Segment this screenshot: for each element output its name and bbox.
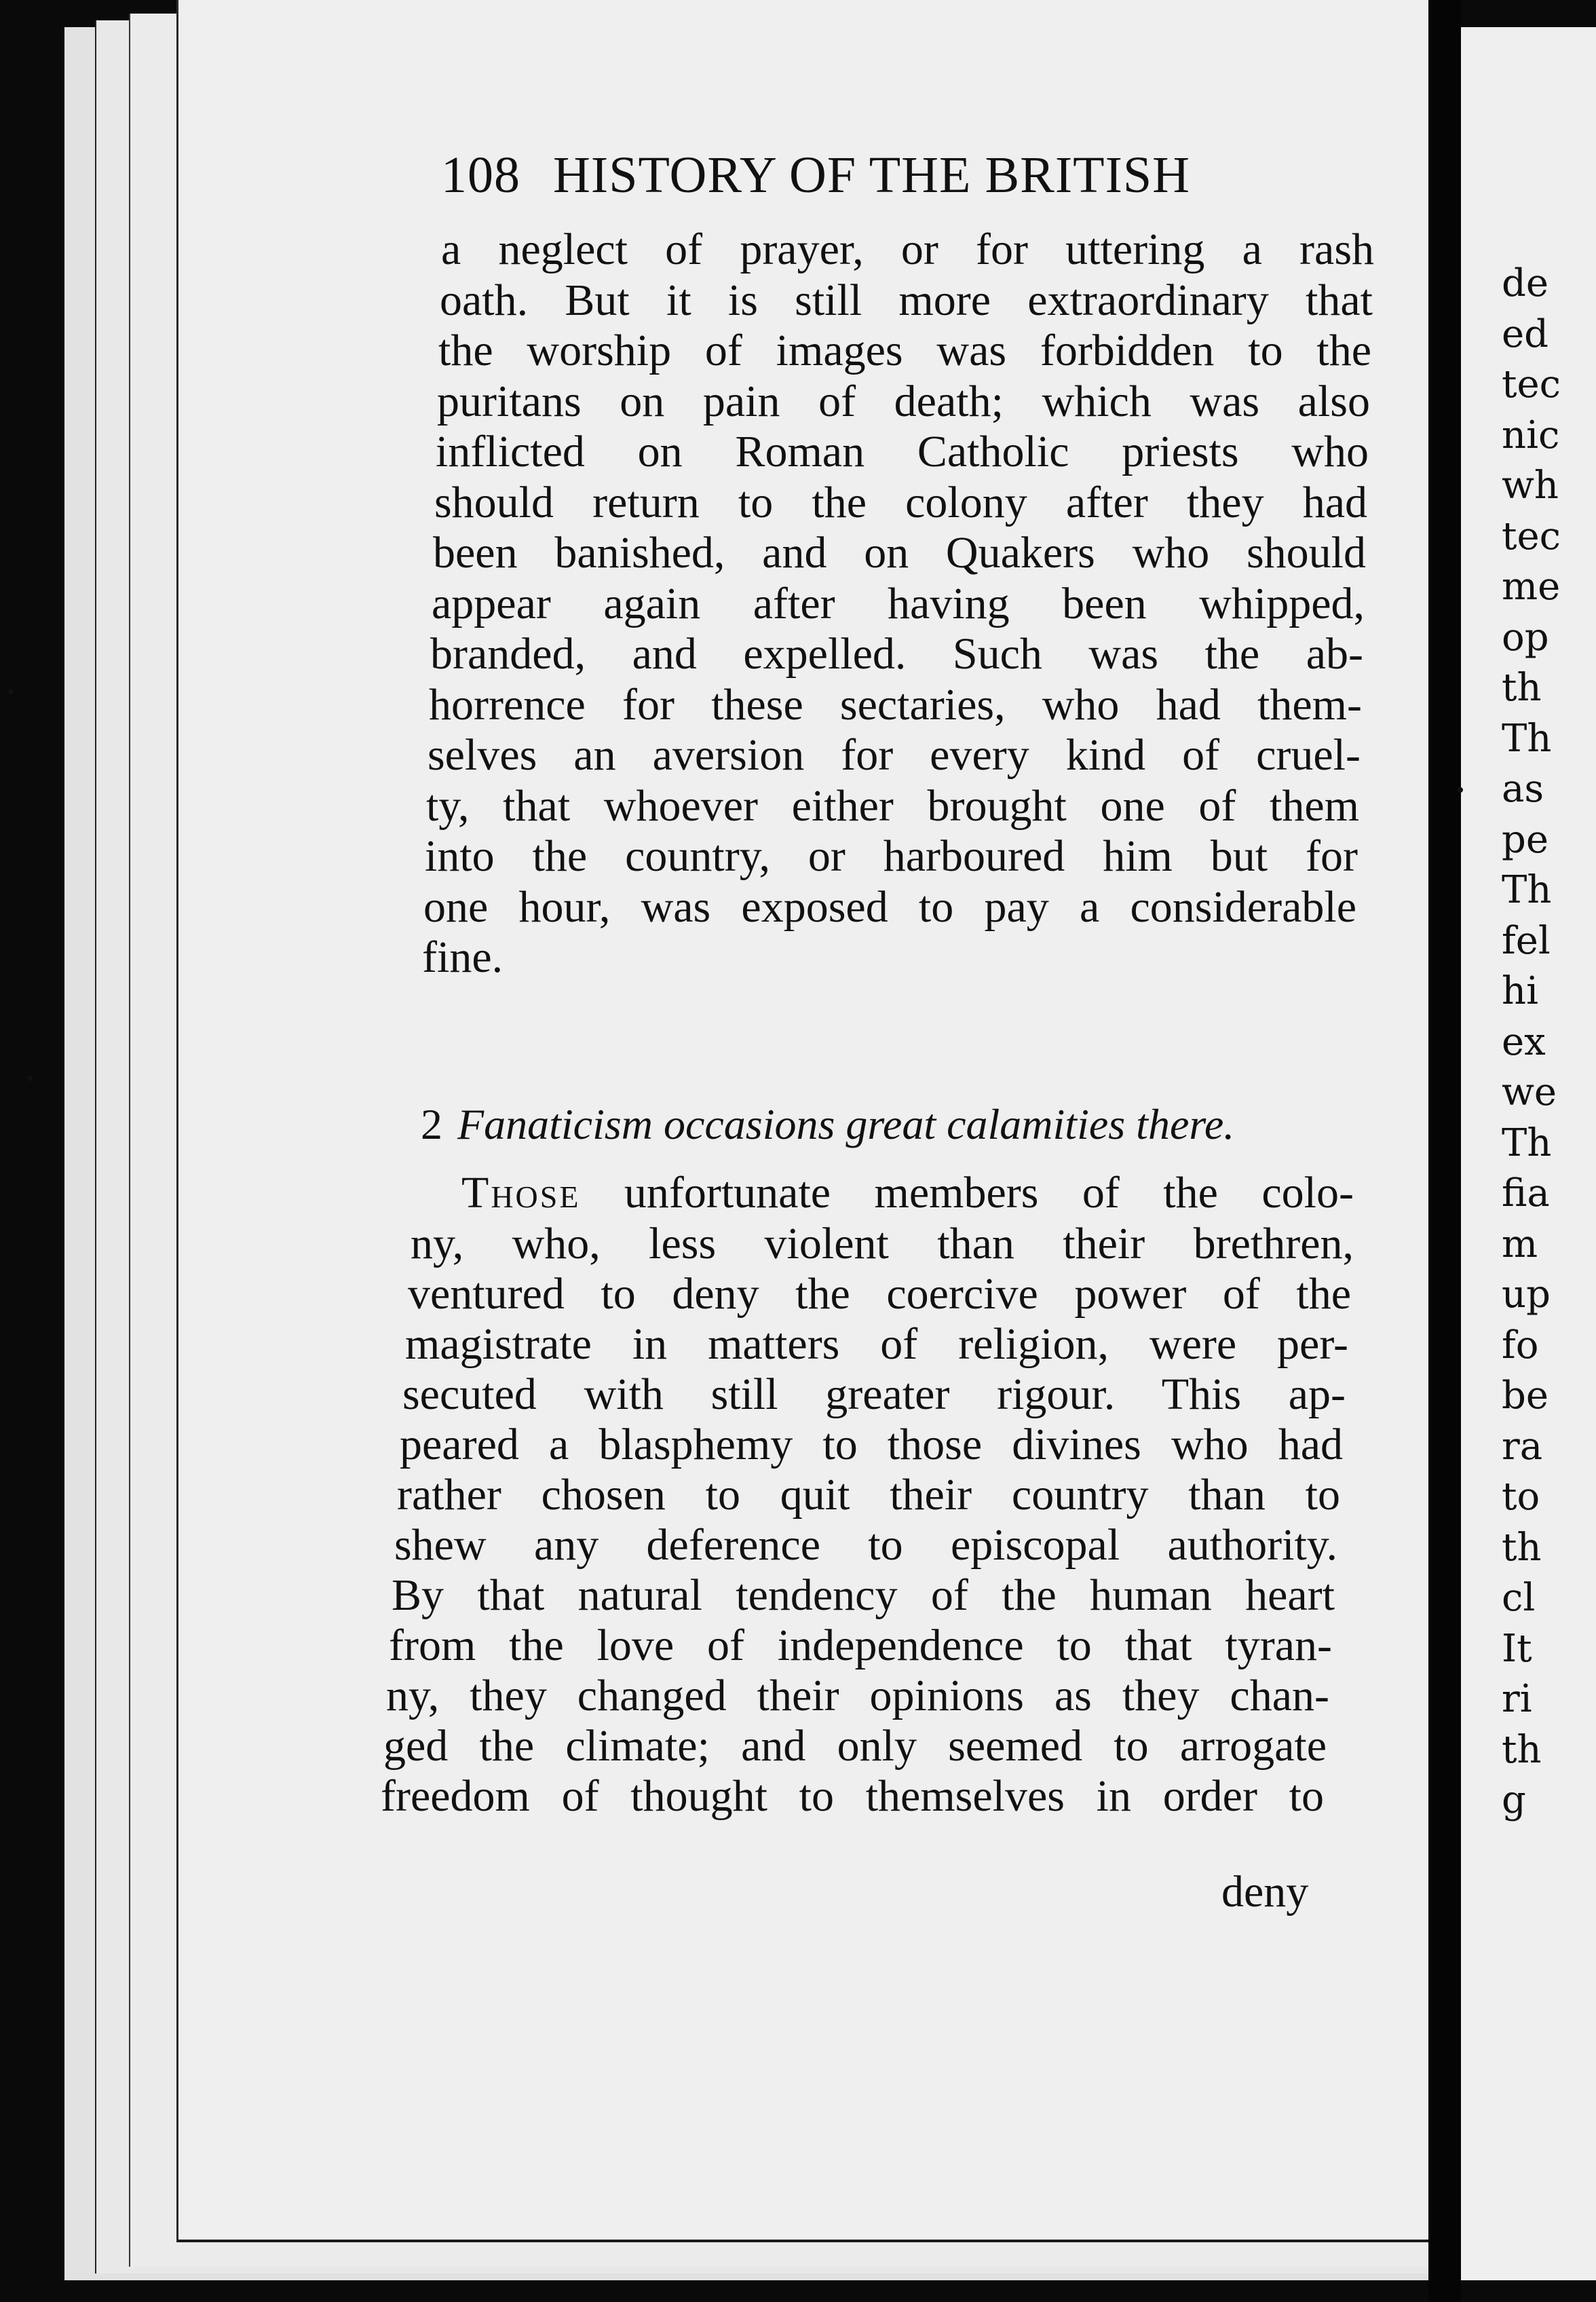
facing-page-edge [1461, 27, 1596, 2280]
text-line: ny, they changed their opinions as they chan- [386, 1671, 1329, 1720]
facing-page-fragment: ex [1502, 1019, 1546, 1064]
text-line: ty, that whoever either brought one of them [426, 780, 1359, 831]
facing-page-fragment: tec [1502, 362, 1561, 407]
text-line: secuted with still greater rigour. This ap- [402, 1370, 1346, 1419]
facing-page-fragment: as [1502, 767, 1544, 811]
text-line: a neglect of prayer, or for uttering a rash [441, 225, 1374, 274]
section-heading [421, 1099, 1357, 1150]
text-line: By that natural tendency of the human heart [392, 1570, 1335, 1620]
catchword: deny [1221, 1867, 1309, 1917]
facing-page-fragment: tec [1502, 514, 1561, 559]
facing-page-fragment: ra [1502, 1424, 1543, 1469]
facing-page-fragment: wh [1502, 464, 1559, 508]
facing-page-fragment: th [1502, 1727, 1542, 1772]
facing-page-fragment: nic [1502, 413, 1560, 457]
facing-page-fragment: ed [1502, 312, 1548, 356]
text-line: magistrate in matters of religion, were per- [405, 1319, 1348, 1369]
facing-page-fragment: Th [1502, 1120, 1552, 1165]
facing-page-fragment: It [1502, 1626, 1532, 1671]
speck [27, 1076, 33, 1081]
facing-page-fragment: th [1502, 666, 1542, 710]
facing-page-fragment: g [1502, 1778, 1526, 1822]
speck [1458, 787, 1463, 793]
facing-page-fragment: fel [1502, 918, 1551, 963]
facing-page-fragment: hi [1502, 969, 1538, 1013]
text-line: puritans on pain of death; which was also [437, 376, 1370, 426]
facing-page-fragment: to [1502, 1475, 1540, 1519]
text-line: oath. But it is still more extraordinary that [440, 275, 1373, 325]
facing-page-fragment: op [1502, 615, 1549, 660]
text-line: ged the climate; and only seemed to arrogate [383, 1721, 1327, 1771]
book-gutter [1428, 0, 1461, 2302]
text-line: horrence for these sectaries, who had them- [429, 679, 1362, 730]
text-line: ny, who, less violent than their brethren, [411, 1219, 1354, 1268]
running-title: HISTORY OF THE BRITISH [553, 147, 1191, 204]
text-line: rather chosen to quit their country than to [397, 1470, 1340, 1520]
facing-page-fragment: me [1502, 565, 1561, 609]
facing-page-fragment: fia [1502, 1171, 1550, 1215]
text-line: been banished, and on Quakers who should [433, 528, 1366, 578]
section-heading-text: Fanaticism occasions great calamities there. [457, 1100, 1235, 1148]
text-line: freedom of thought to themselves in order to [381, 1771, 1324, 1821]
facing-page-fragment: Th [1502, 716, 1552, 761]
text-line: branded, and expelled. Such was the ab- [430, 629, 1363, 679]
text-line: ventured to deny the coercive power of the [408, 1269, 1351, 1319]
running-header [441, 146, 1282, 205]
facing-page-fragment: m [1502, 1222, 1538, 1266]
facing-page-fragment: fo [1502, 1323, 1539, 1367]
text-line: one hour, was exposed to pay a considerable [423, 882, 1356, 932]
speck [8, 689, 14, 694]
text-line: into the country, or harboured him but for [425, 831, 1358, 881]
facing-page-fragment: cl [1502, 1576, 1536, 1620]
text-line: should return to the colony after they had [434, 477, 1367, 527]
text-line: peared a blasphemy to those divines who had [400, 1420, 1343, 1469]
drop-word: Those [461, 1168, 581, 1218]
facing-page-fragment: we [1502, 1070, 1557, 1114]
facing-page-fragment: th [1502, 1525, 1542, 1570]
facing-page-fragment: pe [1502, 817, 1548, 862]
text-line [461, 1167, 1354, 1219]
page-number: 108 [441, 147, 520, 204]
text-line: selves an aversion for every kind of cruel- [428, 730, 1361, 780]
facing-page-fragment: up [1502, 1272, 1551, 1317]
text-line: shew any deference to episcopal authority. [394, 1520, 1337, 1570]
facing-page-fragment: Th [1502, 868, 1552, 912]
facing-page-fragment: ri [1502, 1677, 1532, 1721]
text-line: fine. [422, 932, 504, 982]
text-line: from the love of independence to that tyran- [389, 1621, 1332, 1670]
text-line: the worship of images was forbidden to the [438, 326, 1371, 375]
section-number: 2 [421, 1100, 442, 1148]
text-line: appear again after having been whipped, [432, 578, 1365, 628]
text-line: inflicted on Roman Catholic priests who [436, 427, 1369, 476]
first-line-rest: unfortunate members of the colo- [580, 1168, 1354, 1218]
facing-page-fragment: de [1502, 261, 1548, 305]
facing-page-fragment: be [1502, 1374, 1548, 1418]
